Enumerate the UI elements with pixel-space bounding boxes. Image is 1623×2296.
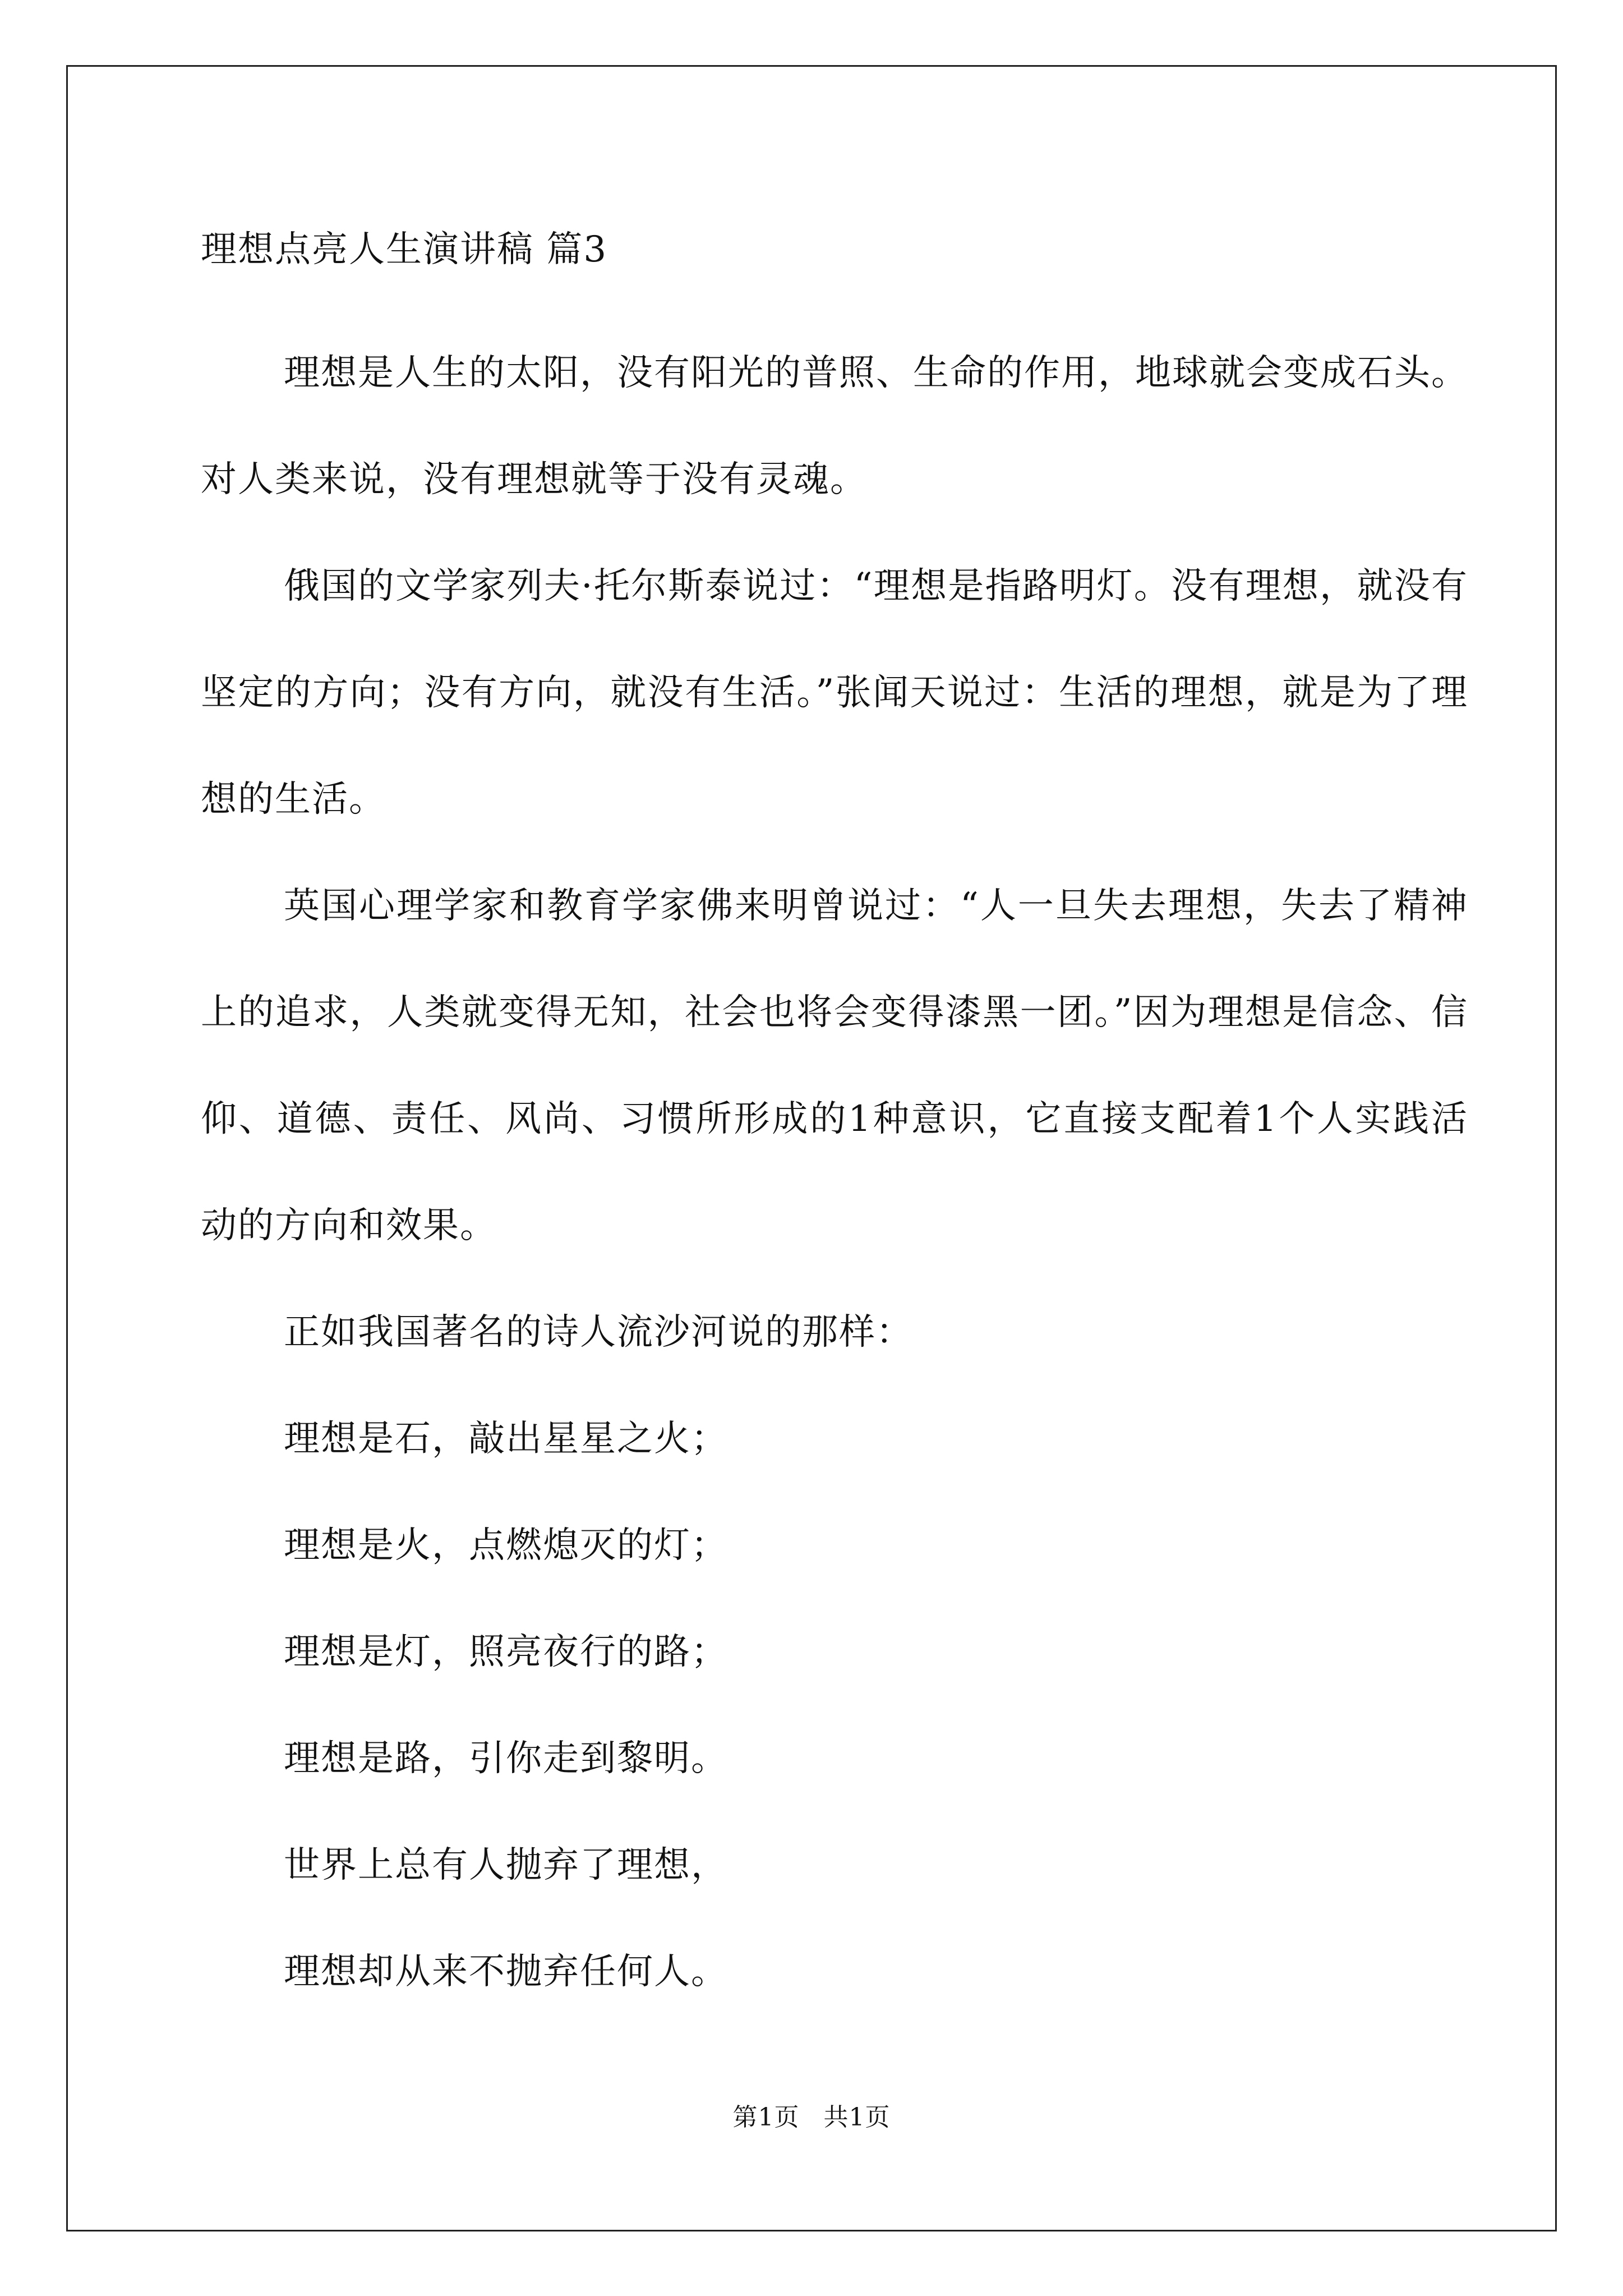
- page-number-total: 共1页: [823, 2103, 891, 2132]
- page-number-current: 第1页: [732, 2103, 800, 2132]
- paragraph-3: 英国心理学家和教育学家佛来明曾说过：“人一旦失去理想，失去了精神上的追求，人类就变得无知，社会也将会变得漆黑一团。”因为理想是信念、信仰、道德、责任、风尚、习惯所形成的1种意识，它直接支配着1个人实践活动的方向和效果。: [201, 885, 1468, 1246]
- verse-line-2: 理想是火，点燃熄灭的灯；: [284, 1525, 728, 1566]
- verse-line-4: 理想是路，引你走到黎明。: [284, 1738, 728, 1779]
- verse-line-6: 理想却从来不抛弃任何人。: [284, 1951, 728, 1993]
- document-body: [201, 219, 1468, 2025]
- page-footer: [0, 2101, 1623, 2134]
- verse-line-3: 理想是灯，照亮夜行的路；: [284, 1631, 728, 1673]
- paragraph-4: 正如我国著名的诗人流沙河说的那样：: [284, 1312, 913, 1353]
- verse-line-1: 理想是石，敲出星星之火；: [284, 1418, 728, 1460]
- document-title: 理想点亮人生演讲稿 篇3: [201, 229, 608, 270]
- paragraph-2: 俄国的文学家列夫·托尔斯泰说过：“理想是指路明灯。没有理想，就没有坚定的方向；没有方向，就没有生活。”张闻天说过：生活的理想，就是为了理想的生活。: [201, 565, 1468, 820]
- paragraph-1: 理想是人生的太阳，没有阳光的普照、生命的作用，地球就会变成石头。对人类来说，没有理想就等于没有灵魂。: [201, 352, 1468, 500]
- verse-line-5: 世界上总有人抛弃了理想，: [284, 1844, 728, 1886]
